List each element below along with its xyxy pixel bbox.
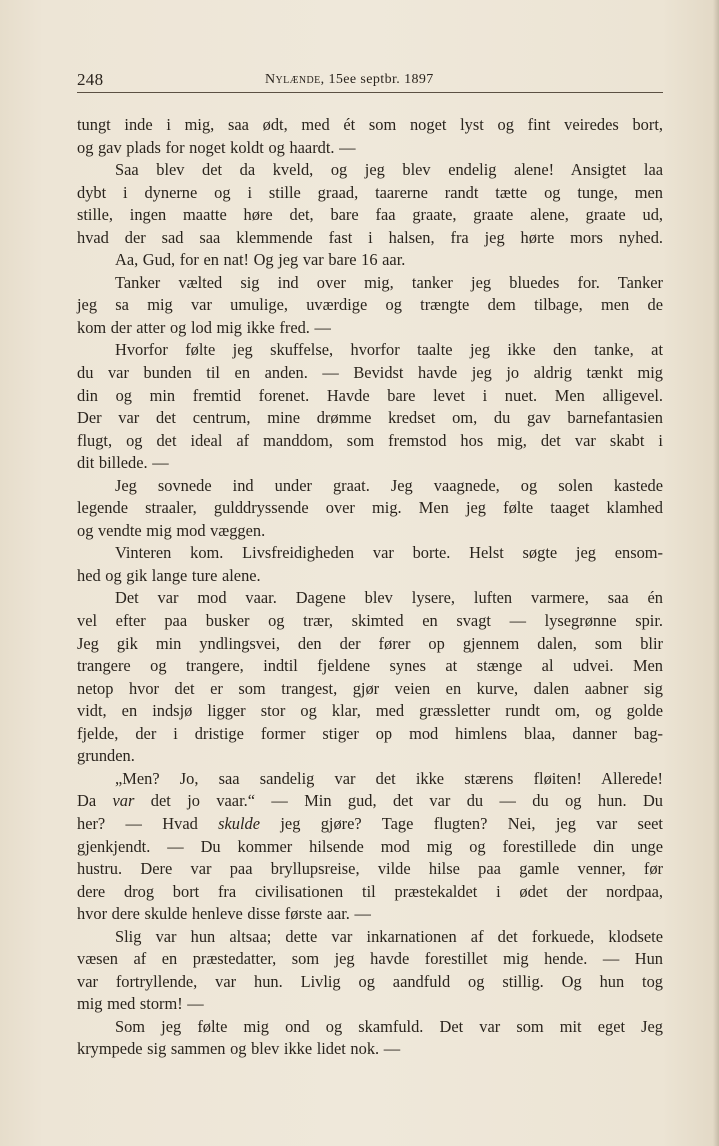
text-line: Der var det centrum, mine drømme kredset om, du gav barnefantasien [77,408,663,428]
text-line: Det var mod vaar. Dagene blev lysere, luften varmere, saa én [115,588,663,608]
text-line: Aa, Gud, for en nat! Og jeg var bare 16 aar. [115,250,406,270]
text-line: kom der atter og lod mig ikke fred. — [77,317,331,337]
journal-name: Nylænde, [265,72,325,87]
text-line: og vendte mig mod væggen. [77,520,266,540]
text-line: Som jeg følte mig ond og skamfuld. Det var som mit eget Jeg [115,1016,663,1036]
body-text [77,114,663,1061]
text-line: Jeg sovnede ind under graat. Jeg vaagnede, og solen kastede [115,475,663,495]
text-line: stille, ingen maatte høre det, bare faa graate, graate alene, graate ud, [77,205,663,225]
text-line: fjelde, der i dristige former stiger op mod himlens blaa, danner bag- [77,723,663,743]
page-number: 248 [77,70,104,89]
text-line: vidt, en indsjø ligger stor og klar, med græssletter rundt om, og golde [77,701,663,721]
text-line: hvad der sad saa klemmende fast i halsen, fra jeg hørte mors nyhed. [77,227,663,247]
running-header [77,70,663,94]
text-line: Slig var hun altsaa; dette var inkarnationen af det forkuede, klodsete [115,926,663,946]
text-line: flugt, og det ideal af manddom, som fremstod hos mig, det var skabt i [77,430,663,450]
text-line: Hvorfor følte jeg skuffelse, hvorfor taalte jeg ikke den tanke, at [115,340,663,360]
text-line: væsen af en præstedatter, som jeg havde forestillet mig hende. — Hun [77,949,663,969]
page-edge-shadow [713,0,719,1146]
text-line: hed og gik lange ture alene. [77,565,261,585]
text-line: grunden. [77,746,135,766]
text-line: din og min fremtid forenet. Havde bare levet i nuet. Men alligevel. [77,385,663,405]
text-line: vel efter paa busker og trær, skimted en svagt — lysegrønne spir. [77,611,663,631]
text-line: du var bunden til en anden. — Bevidst havde jeg jo aldrig tænkt mig [77,363,663,383]
issue-date: 15ee septbr. 1897 [324,72,434,87]
text-line: Jeg gik min yndlingsvei, den der fører op gjennem dalen, som blir [77,633,663,653]
text-line: netop hvor det er som trangest, gjør veien en kurve, dalen aabner sig [77,678,663,698]
text-line: dere drog bort fra civilisationen til præstekaldet i ødet der nordpaa, [77,881,663,901]
text-line: Saa blev det da kveld, og jeg blev endelig alene! Ansigtet laa [115,160,663,180]
text-line: gjenkjendt. — Du kommer hilsende mod mig og forestillede din unge [77,836,663,856]
text-line: tungt inde i mig, saa ødt, med ét som noget lyst og fint veiredes bort, [77,115,663,134]
running-title [265,72,434,88]
text-line: dybt i dynerne og i stille graad, taarerne randt tætte og tunge, men [77,182,663,202]
text-line: jeg sa mig var umulige, uværdige og trængte dem tilbage, men de [77,295,663,315]
header-rule [77,92,663,93]
text-line: Tanker vælted sig ind over mig, tanker jeg bluedes for. Tanker [115,272,663,292]
text-line: mig med storm! — [77,994,204,1014]
text-line: og gav plads for noget koldt og haardt. — [77,137,356,157]
emphasized-word: skulde [218,813,261,833]
text-line: Vinteren kom. Livsfreidigheden var borte. Helst søgte jeg ensom- [115,543,663,563]
text-line: dit billede. — [77,453,169,473]
text-line: trangere og trangere, indtil fjeldene synes at stænge al udvei. Men [77,656,663,676]
emphasized-word: var [112,791,135,811]
text-line: krympede sig sammen og blev ikke lidet nok. — [77,1039,401,1059]
text-line: hustru. Dere var paa bryllupsreise, vilde hilse paa gamle venner, før [77,859,663,879]
text-line: var fortryllende, var hun. Livlig og aandfuld og stillig. Og hun tog [77,971,663,991]
text-line: her? — Hvad skulde jeg gjøre? Tage flugten? Nei, jeg var seet [77,813,663,833]
text-line: legende straaler, gulddryssende over mig. Men jeg følte taaget klamhed [77,498,663,518]
text-line: „Men? Jo, saa sandelig var det ikke stærens fløiten! Allerede! [115,768,663,788]
text-line: Da var det jo vaar.“ — Min gud, det var du — du og hun. Du [77,791,663,811]
text-line: hvor dere skulde henleve disse første aar. — [77,904,371,924]
